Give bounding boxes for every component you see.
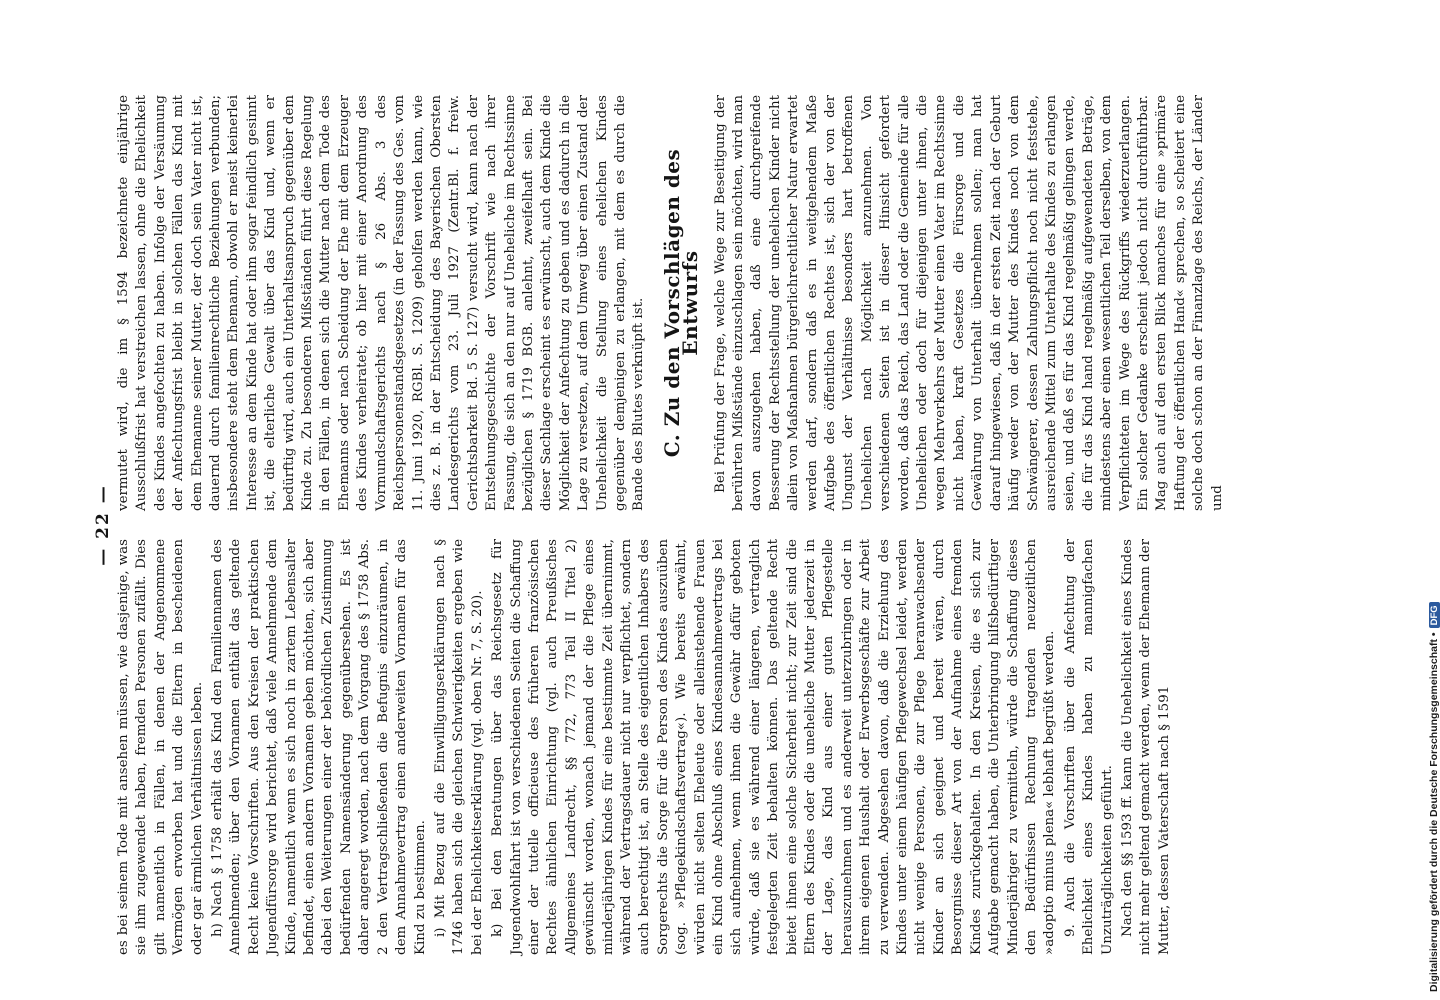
paragraph: es bei seinem Tode mit ansehen müssen, wie dasjenige, was sie ihm zugewendet haben, fremden Personen zufällt. Dies gilt namentlich in Fällen, in denen der Angenommene Vermögen erworben hat und die Eltern in bescheidenen oder gar ärmlichen Verhältnissen leben. — [116, 539, 205, 955]
paragraph: Bei Prüfung der Frage, welche Wege zur Beseitigung der berührten Mißstände einzuschlagen sein möchten, wird man davon auszugehen haben, daß eine durchgreifende Besserung der Rechtsstellung der unehelichen Kinder nicht allein von Maßnahmen bürgerlichrechtlicher Natur erwartet werden darf, sondern daß es in weitgehendem Maße Aufgabe des öffentlichen Rechtes ist, sich der von der Ungunst der Verhältnisse besonders hart betroffenen Unehelichen nach Möglichkeit anzunehmen. Von verschiedenen Seiten ist in dieser Hinsicht gefordert worden, daß das Reich, das Land oder die Gemeinde für alle Unehelichen oder doch für diejenigen unter ihnen, die wegen Mehrverkehrs der Mutter einen Vater im Rechtssinne nicht haben, kraft Gesetzes die Fürsorge und die Gewährung von Unterhalt übernehmen sollen; man hat darauf hingewiesen, daß in der ersten Zeit nach der Geburt häufig weder von der Mutter des Kindes noch von dem Schwängerer, dessen Zahlungspflicht noch nicht feststehe, ausreichende Mittel zum Unterhalte des Kindes zu erlangen seien, und daß es für das Kind regelmäßig gelingen werde, die für das Kind hand regelmäßig aufgewendeten Beträge, mindestens aber einen wesentlichen Teil derselben, von dem Verpflichteten im Wege des Rückgriffs wiederzuerlangen. Ein solcher Gedanke erscheint jedoch nicht durchführbar. Mag auch auf den ersten Blick manches für eine »primäre Haftung der öffentlichen Hand« sprechen, so scheitert eine solche doch schon an der Finanzlage des Reichs, der Länder und — [712, 95, 1225, 511]
page-number: — 22 — — [93, 484, 113, 566]
right-column — [115, 95, 1295, 511]
paragraph: Nach den §§ 1593 ff. kann die Unehelichkeit eines Kindes nicht mehr geltend gemacht werden, wenn der Ehemann der Mutter, dessen Vaterschaft nach § 1591 — [1119, 539, 1172, 955]
section-heading: C. Zu den Vorschlägen des Entwurfs — [659, 148, 703, 458]
left-column — [115, 539, 1295, 955]
paragraph: 9. Auch die Vorschriften über die Anfechtung der Ehelichkeit eines Kindes haben zu mannigfachen Unzuträglichkeiten geführt. — [1062, 539, 1115, 955]
text-columns — [115, 95, 1295, 955]
digitization-credit — [1412, 0, 1440, 1000]
credit-line: Digitalisierung gefördert durch die Deutsche Forschungsgemeinschaft • — [1428, 632, 1440, 992]
paragraph: k) Bei den Beratungen über das Reichsgesetz für Jugendwohlfahrt ist von verschiedenen Seiten die Schaffung einer der tutelle officieuse des früheren französischen Rechtes ähnlichen Einrichtung (vgl. auch Preußisches Allgemeines Landrecht, §§ 772, 773 Teil II Titel 2) gewünscht worden, wonach jemand der die Pflege eines minderjährigen Kindes für eine bestimmte Zeit übernimmt, während der Vertragsdauer nicht nur verpflichtet, sondern auch berechtigt ist, an Stelle des eigentlichen Inhabers des Sorgerechts die Sorge für die Person des Kindes auszuüben (sog. »Pflegekindschaftsvertrag«). Wie bereits erwähnt, würden nicht selten Eheleute oder alleinstehende Frauen ein Kind ohne Abschluß eines Kindesannahmevertrags bei sich aufnehmen, wenn ihnen die Gewähr dafür geboten würde, daß sie es während einer längeren, vertraglich festgelegten Zeit behalten können. Das geltende Recht bietet ihnen eine solche Sicherheit nicht; zur Zeit sind die Eltern des Kindes oder die uneheliche Mutter jederzeit in der Lage, das Kind aus einer guten Pflegestelle herauszunehmen und es anderweit unterzubringen oder in ihrem eigenen Haushalt oder Erwerbsgeschäfte zur Arbeit zu verwenden. Abgesehen davon, daß die Erziehung des Kindes unter einem häufigen Pflegewechsel leidet, werden nicht wenige Personen, die zur Pflege heranwachsender Kinder an sich geeignet und bereit wären, durch Besorgnisse dieser Art von der Aufnahme eines fremden Kindes zurückgehalten. In den Kreisen, die es sich zur Aufgabe gemacht haben, die Unterbringung hilfsbedürftiger Minderjähriger zu vermitteln, würde die Schaffung dieses den Bedürfnissen Rechnung tragenden neuzeitlichen »adoptio minus plena« lebhaft begrüßt werden. — [490, 539, 1058, 955]
paragraph: h) Nach § 1758 erhält das Kind den Familiennamen des Annehmenden; über den Vornamen enthält das geltende Recht keine Vorschriften. Aus den Kreisen der praktischen Jugendfürsorge wird berichtet, daß viele Annehmende dem Kinde, namentlich wenn es sich noch in zartem Lebensalter befindet, einen andern Vornamen geben möchten, sich aber dabei den Weiterungen einer der behördlichen Zustimmung bedürfenden Namensänderung gegenübersehen. Es ist daher angeregt worden, nach dem Vorgang des § 1758 Abs. 2 den Vertragschließenden die Befugnis einzuräumen, in dem Annahmevertrag einen anderweiten Vornamen für das Kind zu bestimmen. — [210, 539, 428, 955]
digitization-credit-text — [1428, 602, 1440, 992]
dfg-logo: DFG — [1429, 602, 1440, 628]
paragraph: i) Mit Bezug auf die Einwilligungserklärungen nach § 1746 haben sich die gleichen Schwierigkeiten ergeben wie bei der Ehelichkeitserklärung (vgl. oben Nr. 7, S. 20). — [432, 539, 485, 955]
paragraph: vermutet wird, die im § 1594 bezeichnete einjährige Ausschlußfrist hat verstreichen lassen, ohne die Ehelichkeit des Kindes angefochten zu haben. Infolge der Versäumung der Anfechtungsfrist bleibt in solchen Fällen das Kind mit dem Ehemanne seiner Mutter, der doch sein Vater nicht ist, dauernd durch familienrechtliche Beziehungen verbunden; insbesondere steht dem Ehemann, obwohl er meist keinerlei Interesse an dem Kinde hat oder ihm sogar feindlich gesinnt ist, die elterliche Gewalt über das Kind und, wenn er bedürftig wird, auch ein Unterhaltsanspruch gegenüber dem Kinde zu. Zu besonderen Mißständen führt diese Regelung in den Fällen, in denen sich die Mutter nach dem Tode des Ehemanns oder nach Scheidung der Ehe mit dem Erzeuger des Kindes verheiratet; ob hier mit einer Anordnung des Vormundschaftsgerichts nach § 26 Abs. 3 des Reichspersonenstandsgesetzes (in der Fassung des Ges. vom 11. Juni 1920, RGBl. S. 1209) geholfen werden kann, wie dies z. B. in der Entscheidung des Bayerischen Obersten Landesgerichts vom 23. Juli 1927 (Zentr.Bl. f. freiw. Gerichtsbarkeit Bd. 5 S. 127) versucht wird, kann nach der Entstehungsgeschichte der Vorschrift wie nach ihrer Fassung, die sich an den nur auf Uneheliche im Rechtssinne bezüglichen § 1719 BGB. anlehnt, zweifelhaft sein. Bei dieser Sachlage erscheint es erwünscht, auch dem Kinde die Möglichkeit der Anfechtung zu geben und es dadurch in die Lage zu versetzen, auf dem Umweg über einen Zustand der Unehelichkeit die Stellung eines ehelichen Kindes gegenüber demjenigen zu erlangen, mit dem es durch die Bande des Blutes verknüpft ist. — [116, 95, 647, 511]
scanned-page — [85, 95, 1295, 955]
